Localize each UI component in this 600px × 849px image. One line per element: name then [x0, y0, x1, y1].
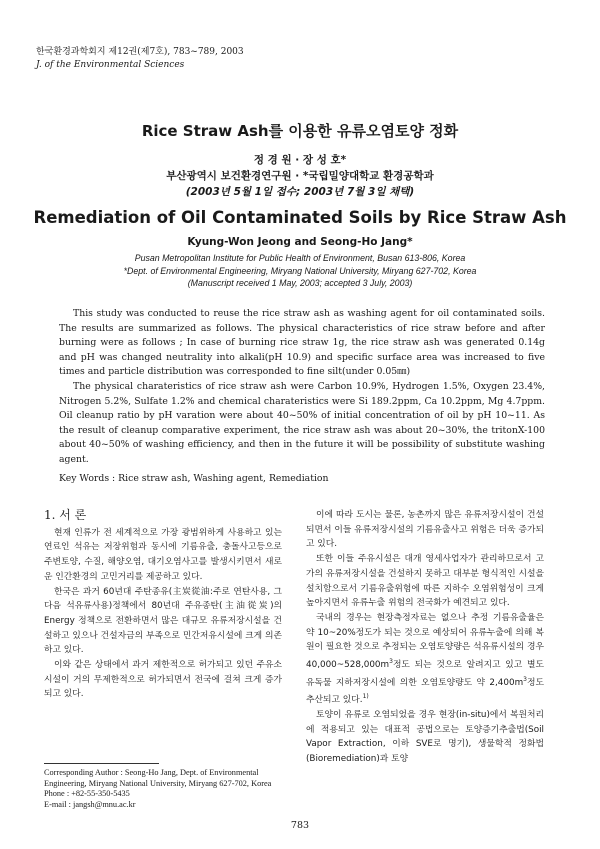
manuscript-dates: (Manuscript received 1 May, 2003; accepted 3 July, 2003) [187, 278, 413, 288]
body-paragraph: 이에 따라 도시는 물론, 농촌까지 많은 유류저장시설이 건설되면서 이들 유류저장시설의 기름유출사고 위험은 더욱 증가되고 있다. [306, 510, 544, 550]
body-paragraph [306, 611, 544, 708]
body-paragraph: 또한 이들 주유시설은 대개 영세사업자가 관리하므로서 고가의 유류저장시설을 건설하지 못하고 대부분 형식적인 시설을 설치함으로서 기름유출위험에 따른 지하수 오염위험성이 크게 높아지면서 유류누출 위험의 전국화가 예견되고 있다. [306, 554, 544, 609]
body-right-column [306, 508, 544, 767]
journal-citation: 한국환경과학회지 제12권(제7호), 783~789, 2003 [36, 47, 244, 57]
english-affiliations [0, 252, 600, 290]
korean-received: (2003년 5월 1일 접수; 2003년 7월 3일 채택) [185, 186, 415, 198]
korean-author-block [0, 152, 600, 200]
corresponding-author: Corresponding Author : Seong-Ho Jang, Dept. of Environmental Engineering, Miryang National University, Miryang 627-702, Korea [44, 768, 272, 788]
journal-name: J. of the Environmental Sciences [36, 60, 185, 70]
english-title: Remediation of Oil Contaminated Soils by Rice Straw Ash [33, 208, 567, 227]
journal-header [36, 46, 244, 72]
footnote-divider [44, 763, 159, 764]
superscript: 3 [389, 658, 393, 666]
korean-authors: 정 경 원 · 장 성 호* [253, 154, 347, 166]
abstract-paragraph-1: This study was conducted to reuse the rice straw ash as washing agent for oil contaminated soils. The results are summarized as follows. The physical characteristics of rice straw before and after burning were as follows ; In case of burning rice straw 1g, the rice straw ash was generated 0.14g and pH was changed neutrality into alkali(pH 10.9) and specific surface area was increased to five times and particle distribution was corresponded to fine silt(under 0.05㎜) [59, 308, 545, 378]
affiliation-2: *Dept. of Environmental Engineering, Miryang National University, Miryang 627-702, Korea [123, 265, 477, 276]
abstract [59, 307, 545, 468]
reference-marker: 1) [362, 693, 369, 701]
affiliation-1: Pusan Metropolitan Institute for Public Health of Environment, Busan 613-806, Korea [134, 253, 466, 263]
body-paragraph: 한국은 과거 60년대 주탄종유(主炭從油:주로 연탄사용, 그 다음 석유류사용)정책에서 80년대 주유종탄(主油從炭)의 Energy 정책으로 전환하면서 많은 대규모 유류저장시설을 건설하고 있으나 건설자금의 부족으로 민간저유시설에 크게 의존하고 있다. [44, 586, 282, 656]
body-paragraph: 이와 같은 상태에서 과거 제한적으로 허가되고 있던 주유소 시설이 거의 무제한적으로 허가되면서 전국에 걸쳐 크게 증가되고 있다. [44, 660, 282, 700]
paragraph-text: 국내의 경우는 현장측정자료는 없으나 추정 기름유출율은 약 10~20%정도가 되는 것으로 예상되어 유류누출에 의해 복원이 필요한 것으로 추정되는 오염토양량은 석유류시설의 경우 40,000~528,000m [306, 612, 544, 670]
page-number: 783 [290, 820, 310, 831]
korean-title: Rice Straw Ash를 이용한 유류오염토양 정화 [141, 122, 459, 140]
english-authors: Kyung-Won Jeong and Seong-Ho Jang* [187, 236, 413, 248]
body-left-column [44, 508, 282, 702]
footnote [44, 768, 284, 810]
korean-affiliation: 부산광역시 보건환경연구원 · *국립밀양대학교 환경공학과 [166, 170, 434, 182]
paragraph-text: 정도 추산되고 있다. [306, 677, 544, 706]
paragraph-text: 정도 되는 것으로 알려지고 있고 별도 유독물 지하저장시설에 의한 오염토양량도 약 2,400m [306, 659, 544, 688]
section-heading: 1. 서 론 [44, 508, 87, 522]
body-paragraph: 토양이 유류로 오염되었을 경우 현장(in-situ)에서 복원처리에 적용되고 있는 대표적 공법으로는 토양증기추출법(Soil Vapor Extraction, 이하 SVE로 명기), 생물학적 정화법(Bioremediation)과 토양 [306, 709, 544, 765]
superscript: 3 [523, 675, 527, 683]
email: E-mail : jangsh@mnu.ac.kr [44, 799, 136, 809]
keywords: Key Words : Rice straw ash, Washing agent, Remediation [59, 473, 329, 484]
body-paragraph: 현재 인류가 전 세계적으로 가장 광범위하게 사용하고 있는 연료인 석유는 저장위험과 동시에 기름유출, 충돌사고등으로 주변토양, 수질, 해양오염, 대기오염사고를 발생시키면서 새로운 인간환경의 고민거리를 제공하고 있다. [44, 527, 282, 582]
phone: Phone : +82-55-350-5435 [44, 789, 130, 799]
abstract-paragraph-2: The physical charateristics of rice straw ash were Carbon 10.9%, Hydrogen 1.5%, Oxygen 23.4%, Nitrogen 5.2%, Sulfate 1.2% and chemical charateristics were Si 189.2ppm, Ca 10.2ppm, Mg 4.7ppm. Oil cleanup ratio by pH varation were about 40~50% of initial concentration of oil by pH 10~11. As the result of cleanup comparative experiment, the rice straw ash was about 20~30%, the tritonX-100 about 40~50% of washing efficiency, and then in the future it will be possibility of substitute washing agent. [59, 380, 545, 465]
